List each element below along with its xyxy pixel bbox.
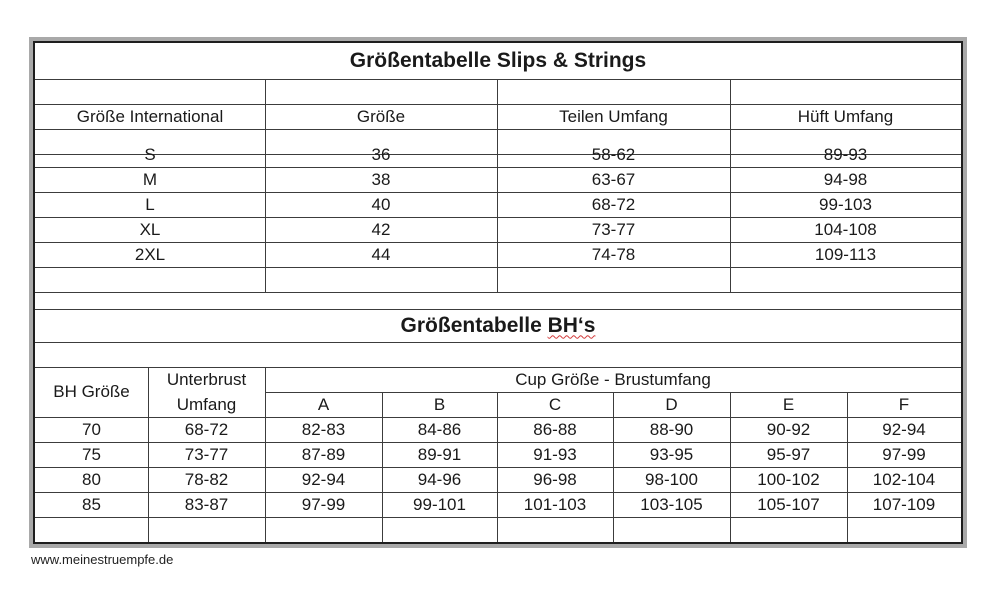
underbust-header-line2: Umfang xyxy=(176,394,237,414)
bh-cell: 82-83 xyxy=(301,419,346,439)
cup-header-f: F xyxy=(898,394,910,414)
bh-cell: 102-104 xyxy=(872,469,936,489)
bh-cell: 95-97 xyxy=(766,444,811,464)
bh-title-prefix: Größentabelle xyxy=(400,313,548,337)
grid-line-horizontal xyxy=(35,267,961,268)
bh-cell: 87-89 xyxy=(301,444,346,464)
slips-cell: 74-78 xyxy=(591,244,636,264)
slips-cell: 58-62 xyxy=(591,144,636,164)
slips-cell: 109-113 xyxy=(814,244,877,264)
grid-line-horizontal xyxy=(35,79,961,80)
bh-cell: 91-93 xyxy=(533,444,577,464)
header-hueft-umfang: Hüft Umfang xyxy=(797,106,894,126)
grid-line-horizontal xyxy=(35,129,961,130)
slips-cell: M xyxy=(142,169,158,189)
slips-cell: L xyxy=(145,194,155,214)
slips-cell: 42 xyxy=(371,219,391,239)
bh-cell: 107-109 xyxy=(872,494,936,514)
size-chart-frame xyxy=(29,37,967,548)
slips-cell: 44 xyxy=(371,244,391,264)
header-groesse-international: Größe International xyxy=(76,106,224,126)
bh-cell: 100-102 xyxy=(757,469,820,489)
header-groesse: Größe xyxy=(356,106,406,126)
cup-size-header: Cup Größe - Brustumfang xyxy=(515,369,711,389)
bh-cell: 88-90 xyxy=(649,419,694,439)
bh-cell: 94-96 xyxy=(417,469,462,489)
bh-cell: 85 xyxy=(82,494,101,514)
bh-cell: 99-101 xyxy=(413,494,466,514)
bh-title xyxy=(35,309,961,342)
header-teilen-umfang: Teilen Umfang xyxy=(559,106,668,126)
slips-cell: 40 xyxy=(371,194,391,214)
grid-line-horizontal xyxy=(35,517,961,518)
slips-cell: 99-103 xyxy=(819,194,872,214)
slips-cell: S xyxy=(144,144,156,164)
bh-cell: 93-95 xyxy=(649,444,694,464)
bh-cell: 92-94 xyxy=(301,469,346,489)
slips-cell: 2XL xyxy=(134,244,166,264)
underbust-header-line1: Unterbrust xyxy=(166,369,247,389)
bh-cell: 75 xyxy=(82,444,101,464)
bh-cell: 98-100 xyxy=(645,469,698,489)
cup-header-c: C xyxy=(548,394,562,414)
bh-cell: 86-88 xyxy=(533,419,577,439)
bh-cell: 97-99 xyxy=(301,494,346,514)
cup-header-d: D xyxy=(665,394,678,414)
bh-title-suffix: BH‘s xyxy=(547,313,596,337)
cup-header-b: B xyxy=(433,394,446,414)
bh-cell: 97-99 xyxy=(882,444,926,464)
website-footer: www.meinestruempfe.de xyxy=(31,552,174,567)
bh-cell: 68-72 xyxy=(184,419,229,439)
bh-cell: 80 xyxy=(82,469,101,489)
grid-line-horizontal xyxy=(35,292,961,293)
slips-cell: 73-77 xyxy=(591,219,636,239)
bh-cell: 70 xyxy=(82,419,101,439)
bh-cell: 96-98 xyxy=(533,469,577,489)
bh-cell: 103-105 xyxy=(640,494,703,514)
slips-cell: 38 xyxy=(371,169,391,189)
slips-cell: 94-98 xyxy=(823,169,868,189)
slips-cell: 68-72 xyxy=(591,194,636,214)
bh-cell: 105-107 xyxy=(757,494,820,514)
bh-cell: 83-87 xyxy=(184,494,229,514)
grid-line-horizontal xyxy=(35,342,961,343)
bh-size-header: BH Größe xyxy=(53,382,130,401)
cup-header-e: E xyxy=(782,394,795,414)
cup-header-a: A xyxy=(317,394,330,414)
slips-cell: XL xyxy=(139,219,161,239)
slips-cell: 89-93 xyxy=(823,144,868,164)
bh-cell: 84-86 xyxy=(417,419,462,439)
bh-cell: 90-92 xyxy=(766,419,811,439)
slips-cell: 36 xyxy=(371,144,391,164)
bh-cell: 101-103 xyxy=(523,494,587,514)
bh-cell: 89-91 xyxy=(417,444,462,464)
size-chart-table xyxy=(33,41,963,544)
bh-cell: 92-94 xyxy=(882,419,926,439)
slips-cell: 104-108 xyxy=(814,219,877,239)
bh-cell: 73-77 xyxy=(184,444,229,464)
slips-title: Größentabelle Slips & Strings xyxy=(349,49,647,72)
slips-cell: 63-67 xyxy=(591,169,636,189)
bh-cell: 78-82 xyxy=(184,469,229,489)
